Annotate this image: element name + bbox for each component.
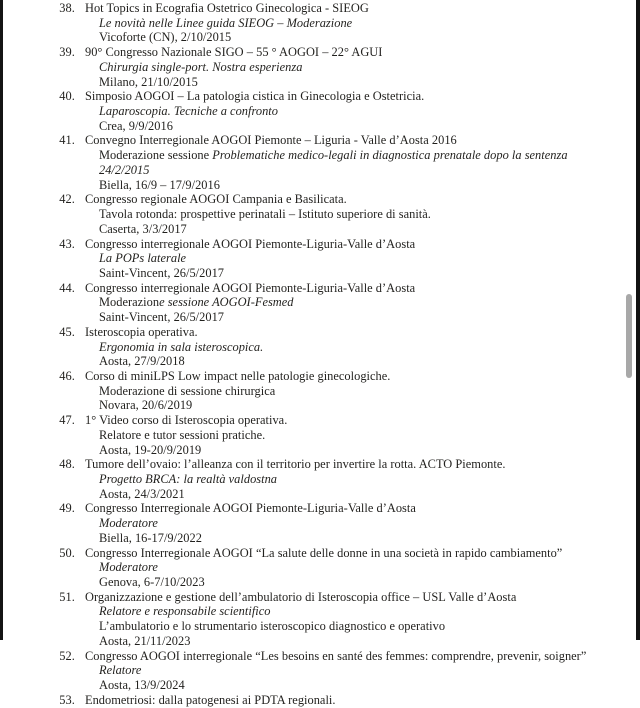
entry-number: 49.	[59, 501, 75, 516]
entry-place-date: Saint-Vincent, 26/5/2017	[99, 310, 225, 325]
entry-subtitle-italic: Chirurgia single-port. Nostra esperienza	[99, 59, 303, 74]
entry-title: Simposio AOGOI – La patologia cistica in Ginecologia e Ostetricia.	[85, 89, 425, 104]
entry-subtitle	[82, 104, 636, 119]
entry-subtitle-italic: Laparoscopia. Tecniche a confronto	[99, 104, 278, 119]
entry-subtitle	[82, 516, 636, 531]
entry-number: 39.	[59, 45, 75, 60]
entry-number: 53.	[59, 692, 75, 707]
entry-title: Congresso AOGOI interregionale “Les besoins en santé des femmes: comprendre, prevenir, soigner”	[85, 648, 587, 663]
entry-title: Hot Topics in Ecografia Ostetrico Ginecologica - SIEOG	[85, 1, 369, 15]
entry-place-date: Novara, 20/6/2019	[99, 398, 193, 413]
list-item	[3, 1, 636, 45]
entry-subtitle-italic: Moderatore	[99, 560, 158, 575]
entry-number: 38.	[59, 1, 75, 15]
entry-subtitle-italic: Relatore e responsabile scientifico	[99, 604, 271, 619]
entry-subtitle	[82, 604, 636, 619]
entry-number: 52.	[59, 648, 75, 663]
entry-continuation: 24/2/2015	[99, 162, 150, 177]
list-item	[3, 457, 636, 501]
page-edge-right	[636, 0, 640, 640]
list-item	[3, 413, 636, 457]
entry-place-date: Aosta, 19-20/9/2019	[99, 442, 202, 457]
entry-place-date: Aosta, 21/11/2023	[99, 633, 191, 648]
list-item	[3, 89, 636, 133]
entry-subtitle-italic: Relatore	[99, 663, 142, 678]
entry-number: 47.	[59, 413, 75, 428]
entry-subtitle-italic: La POPs laterale	[99, 251, 187, 266]
list-item	[3, 45, 636, 89]
list-item	[3, 281, 636, 325]
entry-title: Isteroscopia operativa.	[85, 324, 198, 339]
entry-subtitle	[82, 148, 636, 163]
entry-subtitle-italic: Progetto BRCA: la realtà valdostna	[99, 472, 278, 486]
document-text-body	[3, 0, 636, 708]
entry-subtitle	[82, 472, 636, 487]
list-item	[3, 325, 636, 369]
entry-number: 44.	[59, 280, 75, 295]
document-page	[3, 0, 636, 707]
entry-number: 51.	[59, 589, 75, 604]
entry-place-date: Aosta, 27/9/2018	[99, 354, 185, 369]
entry-subtitle-italic: Problematiche medico-legali in diagnostica prenatale dopo la sentenza	[212, 148, 568, 163]
entry-number: 41.	[59, 133, 75, 148]
entry-subtitle-roman: Relatore e tutor sessioni pratiche.	[99, 427, 266, 442]
entry-title: Congresso Interregionale AOGOI Piemonte-Liguria-Valle d’Aosta	[85, 501, 416, 516]
entry-title: Corso di miniLPS Low impact nelle patologie ginecologiche.	[85, 368, 391, 383]
entry-subtitle-roman: Tavola rotonda: prospettive perinatali – Istituto superiore di sanità.	[99, 207, 431, 222]
entry-subtitle-italic: e sessione AOGOI-Fesmed	[159, 295, 294, 310]
list-item	[3, 192, 636, 236]
entry-place-date: Crea, 9/9/2016	[99, 118, 173, 133]
entry-number: 45.	[59, 324, 75, 339]
entry-subtitle	[82, 16, 636, 31]
entry-place-date: Genova, 6-7/10/2023	[99, 575, 205, 590]
entry-title: Endometriosi: dalla patogenesi ai PDTA regionali.	[85, 692, 336, 707]
list-item	[3, 590, 636, 649]
entry-place-date: Saint-Vincent, 26/5/2017	[99, 265, 225, 280]
vertical-scrollbar-thumb[interactable]	[626, 294, 632, 378]
entry-subtitle	[82, 384, 636, 399]
vertical-scrollbar-track[interactable]	[629, 0, 636, 640]
entry-number: 40.	[59, 89, 75, 104]
entry-place-date: Biella, 16/9 – 17/9/2016	[99, 177, 220, 192]
entry-number: 48.	[59, 457, 75, 472]
entry-title: Congresso interregionale AOGOI Piemonte-Liguria-Valle d’Aosta	[85, 236, 416, 251]
conference-entry-list	[3, 1, 636, 708]
entry-place-date: Caserta, 3/3/2017	[99, 221, 187, 236]
list-item	[3, 369, 636, 413]
entry-place-date: Biella, 16-17/9/2022	[99, 530, 202, 545]
entry-title: Congresso interregionale AOGOI Piemonte-Liguria-Valle d’Aosta	[85, 280, 416, 295]
entry-subtitle	[82, 663, 636, 678]
entry-subtitle-italic: Ergonomia in sala isteroscopica.	[99, 339, 264, 354]
entry-title: Congresso Interregionale AOGOI “La salute delle donne in una società in rapido cambiamento”	[85, 545, 563, 560]
entry-title: Convegno Interregionale AOGOI Piemonte – Liguria - Valle d’Aosta 2016	[85, 133, 457, 148]
list-item	[3, 546, 636, 590]
entry-subtitle-roman: Moderazione sessione	[99, 148, 213, 163]
entry-place-date: Aosta, 13/9/2024	[99, 678, 185, 693]
entry-subtitle	[82, 60, 636, 75]
entry-subtitle	[82, 251, 636, 266]
entry-number: 50.	[59, 545, 75, 560]
entry-subtitle-roman: Moderazione di sessione chirurgica	[99, 383, 276, 398]
entry-number: 42.	[59, 192, 75, 207]
entry-subtitle-italic: Moderatore	[99, 516, 158, 531]
entry-place-date: Vicoforte (CN), 2/10/2015	[99, 30, 232, 45]
list-item	[3, 237, 636, 281]
entry-title: 1° Video corso di Isteroscopia operativa.	[85, 413, 288, 428]
entry-title: Congresso regionale AOGOI Campania e Basilicata.	[85, 192, 347, 207]
list-item	[3, 693, 636, 708]
entry-continuation: L’ambulatorio e lo strumentario isteroscopico diagnostico e operativo	[99, 619, 446, 634]
entry-subtitle-roman: Moderazion	[99, 295, 160, 310]
entry-subtitle	[82, 207, 636, 222]
entry-title: Tumore dell’ovaio: l’alleanza con il territorio per invertire la rotta. ACTO Piemonte.	[85, 457, 506, 472]
entry-subtitle-italic: Le novità nelle Linee guida SIEOG – Moderazione	[99, 15, 353, 30]
entry-subtitle	[82, 428, 636, 443]
entry-subtitle	[82, 560, 636, 575]
entry-place-date: Milano, 21/10/2015	[99, 74, 198, 89]
entry-subtitle	[82, 295, 636, 310]
list-item	[3, 133, 636, 192]
entry-place-date: Aosta, 24/3/2021	[99, 486, 185, 501]
list-item	[3, 501, 636, 545]
list-item	[3, 649, 636, 693]
entry-subtitle	[82, 340, 636, 355]
entry-number: 46.	[59, 368, 75, 383]
entry-title: Organizzazione e gestione dell’ambulatorio di Isteroscopia office – USL Valle d’Aosta	[85, 589, 517, 604]
entry-number: 43.	[59, 236, 75, 251]
entry-title: 90° Congresso Nazionale SIGO – 55 ° AOGOI – 22° AGUI	[85, 45, 383, 60]
